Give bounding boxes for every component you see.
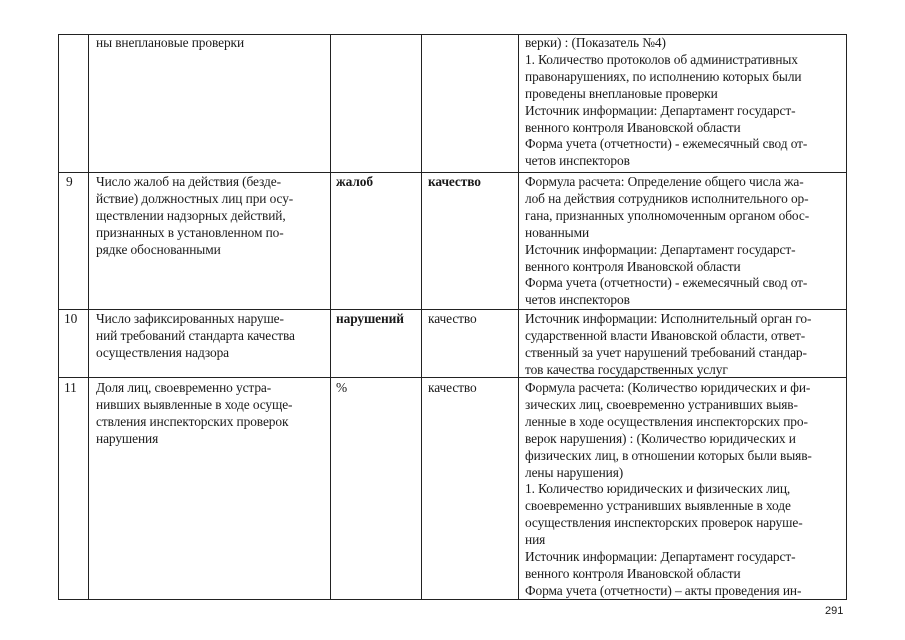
row-11-name: Доля лиц, своевременно устра- нивших выявленные в ходе осуще- ствления инспекторских проверок нарушения — [96, 380, 293, 446]
row-10-unit: нарушений — [336, 311, 404, 326]
table-border-unit — [421, 34, 422, 600]
row-10-description: Источник информации: Исполнительный орган го- сударственной власти Ивановской области, ответ- ственный за учет нарушений требований стандар- тов качества государственных услуг — [525, 311, 812, 377]
table-border-num — [88, 34, 89, 600]
row-11-description: Формула расчета: (Количество юридических и фи- зических лиц, своевременно устранивших выяв- ленные в ходе осуществления инспекторских про- верок нарушения) : (Количество юридических и физических лиц, в отношении которых были выяв- лены нарушения) 1. Количество юридических и физических лиц, своевременно устранивших выявленные в ходе осуществления инспекторских проверок наруше- ния Источник информации: Департамент государст- венного контроля Ивановской области Форма учета (отчетности) – акты проведения ин- — [525, 380, 812, 598]
row-0-description: верки) : (Показатель №4) 1. Количество протоколов об административных правонарушениях, по исполнению которых были проведены внеплановые проверки Источник информации: Департамент государст- венного контроля Ивановской области Форма учета (отчетности) - ежемесячный свод от- четов инспекторов — [525, 35, 808, 169]
row-11-type: качество — [428, 380, 477, 395]
row-10-number: 10 — [64, 311, 78, 326]
table-border-left — [58, 34, 59, 600]
row-divider — [58, 172, 847, 173]
row-11-number: 11 — [64, 380, 77, 395]
row-11-unit: % — [336, 380, 348, 395]
row-10-type: качество — [428, 311, 477, 326]
page-number: 291 — [825, 605, 844, 617]
row-0-name: ны внеплановые проверки — [96, 35, 245, 50]
row-9-name: Число жалоб на действия (безде- йствие) должностных лиц при осу- ществлении надзорных действий, признанных в установленном по- рядке обоснованными — [96, 174, 294, 257]
row-10-name: Число зафиксированных наруше- ний требований стандарта качества осуществления надзора — [96, 311, 295, 360]
row-9-number: 9 — [66, 174, 73, 189]
table-border-name — [330, 34, 331, 600]
table-border-right — [846, 34, 847, 600]
row-9-description: Формула расчета: Определение общего числа жа- лоб на действия сотрудников исполнительного ор- гана, признанных уполномоченным органом обос- нованными Источник информации: Департамент государст- венного контроля Ивановской области Форма учета (отчетности) - ежемесячный свод от- четов инспекторов — [525, 174, 810, 308]
row-9-type: качество — [428, 174, 481, 189]
table-border-type — [518, 34, 519, 600]
row-9-unit: жалоб — [336, 174, 373, 189]
